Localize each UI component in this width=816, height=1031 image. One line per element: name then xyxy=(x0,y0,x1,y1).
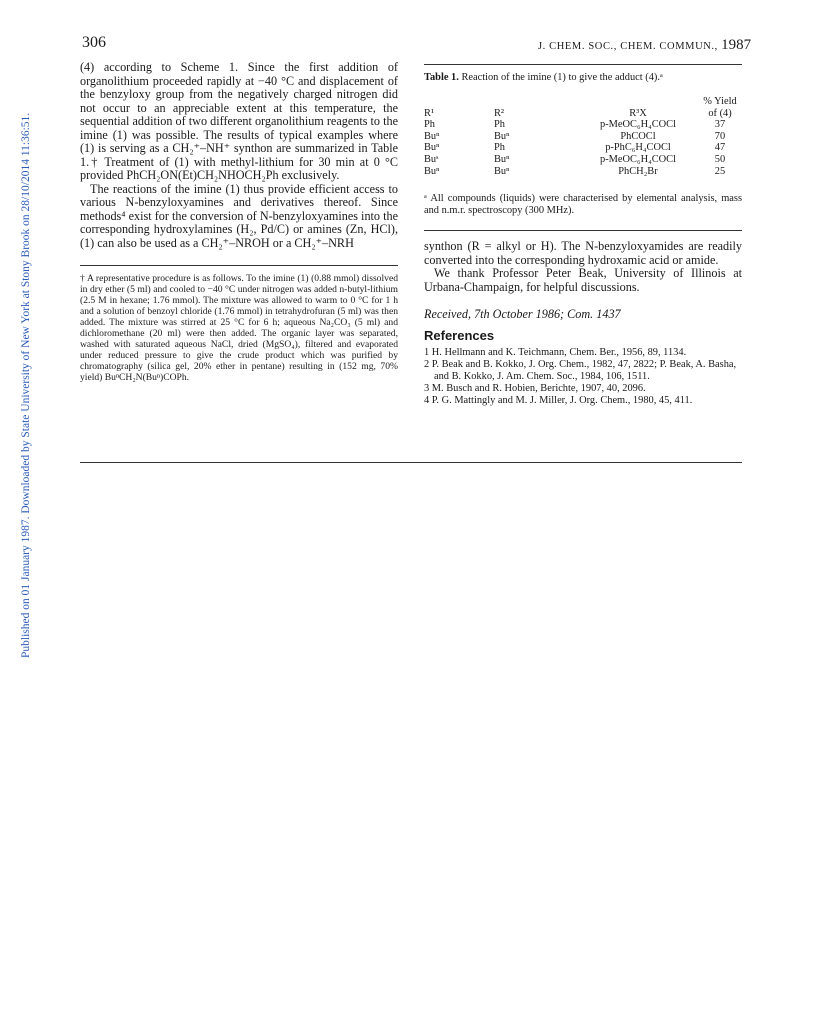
journal-header xyxy=(538,37,751,54)
reference-item: 2 P. Beak and B. Kokko, J. Org. Chem., 1982, 47, 2822; P. Beak, A. Basha, and B. Kokko, J. Am. Chem. Soc., 1984, 106, 1511. xyxy=(424,359,737,382)
page-bottom-rule xyxy=(80,462,742,463)
table-cell: Buⁿ xyxy=(494,153,510,165)
right-column xyxy=(424,240,742,294)
table-caption-label: Table 1. xyxy=(424,72,459,83)
table-row xyxy=(424,131,742,143)
table-cell: Buⁿ xyxy=(424,130,440,142)
table-caption xyxy=(424,72,663,83)
footnote: † A representative procedure is as follows. To the imine (1) (0.88 mmol) dissolved in dry ether (5 ml) and cooled to −40 °C under nitrogen was added n-butyl-lithium (2.5 M in hexane; 1.76 mmol). The mixture was allowed to warm to 0 °C for 1 h and a solution of benzoyl chloride (1.76 mmol) in tetrahydrofuran (5 ml) was then added. The mixture was stirred at 25 °C for 6 h; aqueous Na₂CO₃ (5 ml) and dichloromethane (20 ml) were then added. The organic layer was separated, washed with saturated aqueous NaCl, dried (MgSO₄), filtered and evaporated under reduced pressure to give the crude product which was purified by chromatography (silica gel, 20% ether in pentane) resulting in (152 mg, 70% yield) BuⁿCH₂N(Buⁿ)COPh. xyxy=(80,273,398,383)
table-cell: Ph xyxy=(494,142,505,154)
body-paragraph-2: The reactions of the imine (1) thus provide efficient access to various N-benzyloxyamines and derivatives thereof. Since methods⁴ exist for the conversion of N-benzyloxyamines into the corresponding hydroxylamines (H₂, Pd/C) or amines (Zn, HCl), (1) can also be used as a CH₂⁺–NROH or a CH₂⁺–NRH xyxy=(80,181,398,250)
reference-list xyxy=(424,347,742,407)
table-cell: Buⁿ xyxy=(494,165,510,177)
table-header-row-extra xyxy=(424,96,742,108)
footnote-rule xyxy=(80,265,398,266)
table-header-r3x: R³X xyxy=(629,107,647,119)
body-paragraph-1: (4) according to Scheme 1. Since the first addition of organolithium proceeded rapidly at −40 °C and displacement of the benzyloxy group from the negatively charged nitrogen did not occur to an appreciable extent at this temperature, the sequential addition of two different organolithium reagents to the imine (1) was possible. The results of typical examples where (1) is serving as a CH₂⁺–NH⁺ synthon are summarized in Table 1.† Treatment of (1) with methyl-lithium for 30 min at 0 °C provided PhCH₂ON(Et)CH₂NHOCH₂Ph exclusively. xyxy=(80,60,398,182)
reference-item: 1 H. Hellmann and K. Teichmann, Chem. Ber., 1956, 89, 1134. xyxy=(424,347,687,358)
table-top-rule xyxy=(424,64,742,65)
table-header-yield: % Yield xyxy=(703,96,737,107)
references-heading: References xyxy=(424,328,495,343)
table-1 xyxy=(424,96,742,177)
left-column xyxy=(80,61,398,250)
journal-year: 1987 xyxy=(721,37,752,53)
page-number: 306 xyxy=(82,34,106,51)
table-bottom-rule xyxy=(424,230,742,231)
table-cell: Buⁿ xyxy=(494,130,510,142)
download-watermark-text: Published on 01 January 1987. Downloaded by State University of New York at Stony Brook on 28/10/2014 11:36:51. xyxy=(20,112,32,658)
table-row xyxy=(424,142,742,154)
table-cell: 37 xyxy=(714,119,726,131)
reference-item: 3 M. Busch and R. Hobien, Berichte, 1907, 40, 2096. xyxy=(424,383,646,394)
table-cell: 47 xyxy=(714,142,726,154)
table-header-of4: of (4) xyxy=(708,107,732,119)
table-header-r2: R² xyxy=(494,107,505,119)
table-cell: Buˢ xyxy=(424,153,439,165)
table-cell: Buⁿ xyxy=(424,165,440,177)
table-cell: p-PhC₆H₄COCl xyxy=(605,142,671,154)
table-caption-text: Reaction of the imine (1) to give the adduct (4).ᵃ xyxy=(458,72,663,83)
table-row xyxy=(424,154,742,166)
table-cell: Ph xyxy=(494,119,505,131)
journal-name: J. CHEM. SOC., CHEM. COMMUN., xyxy=(538,41,718,52)
table-cell: PhCOCl xyxy=(620,130,656,142)
table-cell: p-MeOC₆H₄COCl xyxy=(600,119,676,131)
reference-item: 4 P. G. Mattingly and M. J. Miller, J. Org. Chem., 1980, 45, 411. xyxy=(424,395,693,406)
table-cell: 25 xyxy=(714,165,726,177)
download-watermark xyxy=(0,0,30,700)
table-cell: 70 xyxy=(714,130,726,142)
table-cell: Ph xyxy=(424,119,435,131)
table-cell: p-MeOC₆H₄COCl xyxy=(600,153,676,165)
table-cell: PhCH₂Br xyxy=(618,165,658,177)
table-row xyxy=(424,119,742,131)
table-row xyxy=(424,166,742,178)
table-cell: 50 xyxy=(714,153,726,165)
received-date: Received, 7th October 1986; Com. 1437 xyxy=(424,307,621,321)
acknowledgement-paragraph: We thank Professor Peter Beak, University of Illinois at Urbana-Champaign, for helpful discussions. xyxy=(424,266,742,294)
table-header-r1: R¹ xyxy=(424,107,435,119)
table-header-row xyxy=(424,108,742,120)
table-footnote: ᵃ All compounds (liquids) were characterised by elemental analysis, mass and n.m.r. spectroscopy (300 MHz). xyxy=(424,193,742,216)
table-cell: Buⁿ xyxy=(424,142,440,154)
body-paragraph-3: synthon (R = alkyl or H). The N-benzyloxyamides are readily converted into the corresponding hydroxamic acid or amide. xyxy=(424,239,742,267)
